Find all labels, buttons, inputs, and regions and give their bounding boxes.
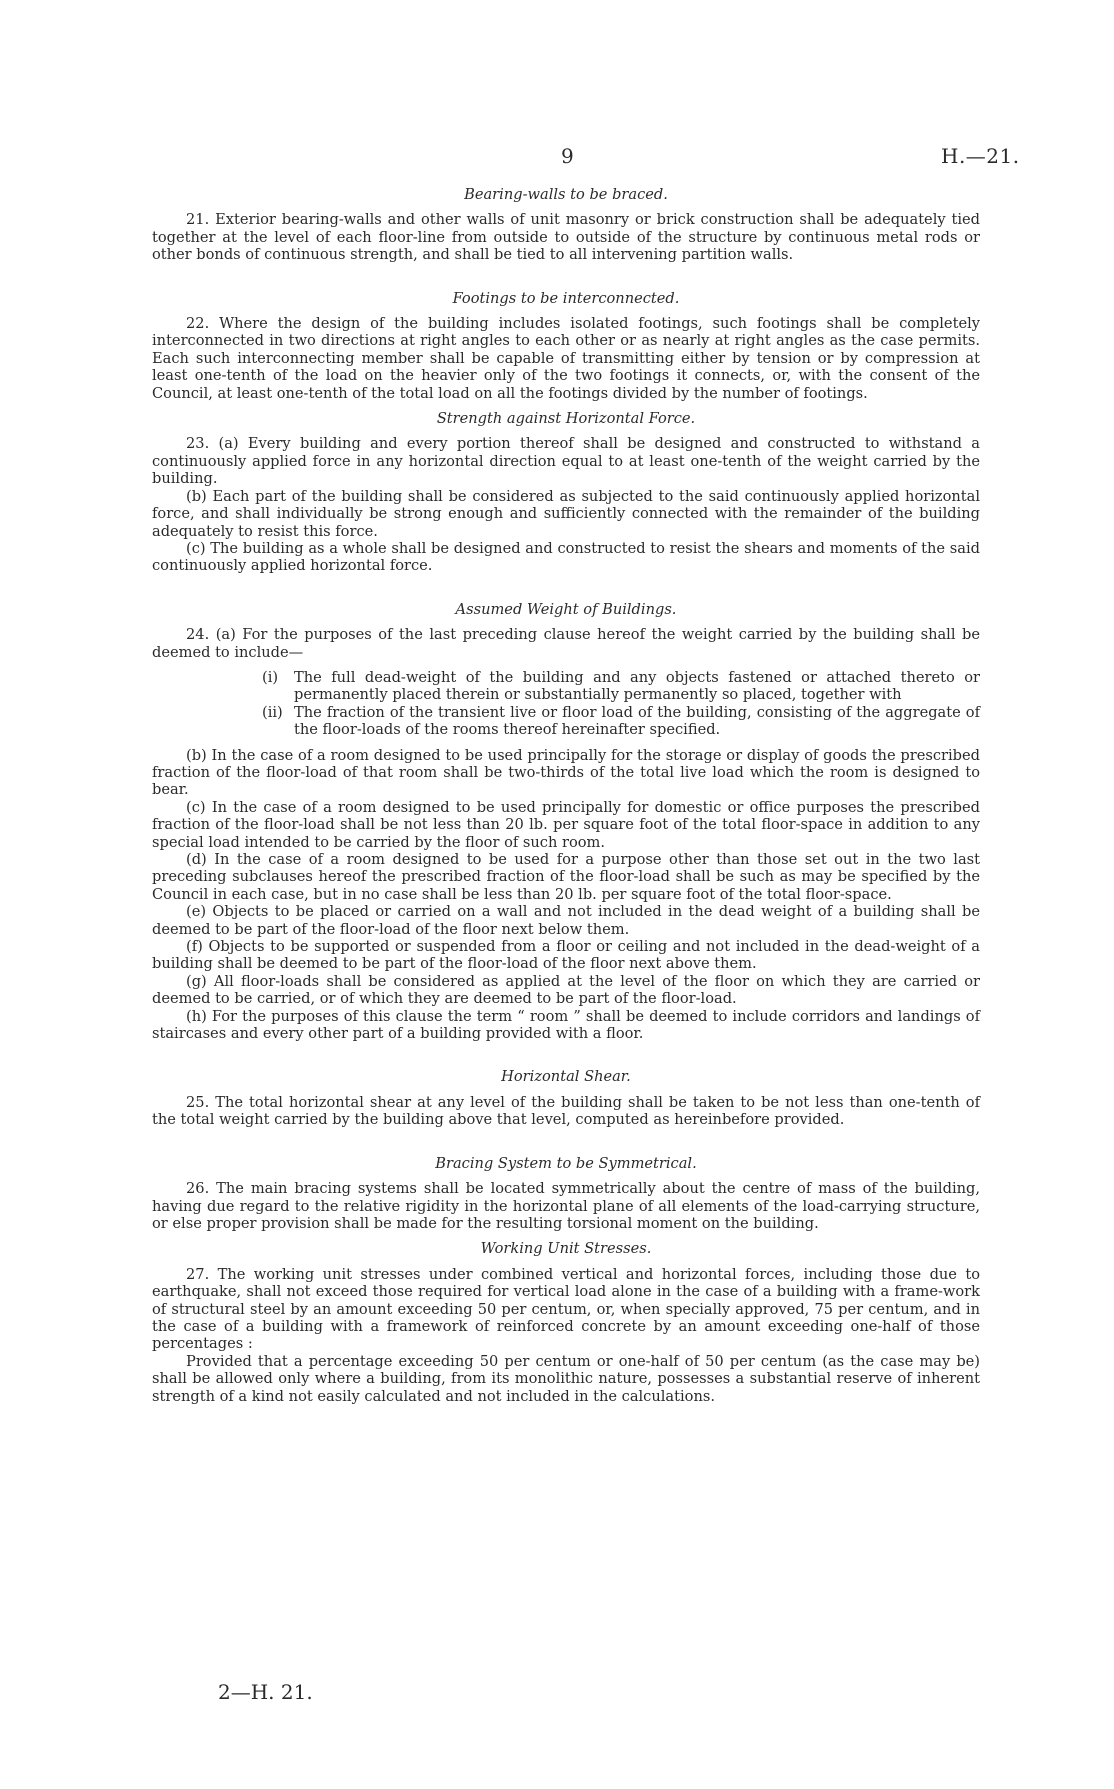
proviso-paragraph: Provided that a percentage exceeding 50 per centum or one-half of 50 per centum (as the case may be) shall be allowed only where a building, from its monolithic nature, possesses a substantial reserve of inherent strength of a kind not easily calculated and not included in the calculations.	[152, 1352, 980, 1405]
section-heading: Footings to be interconnected.	[452, 289, 680, 307]
subclause-paragraph: (f) Objects to be supported or suspended from a floor or ceiling and not included in the dead-weight of a building shall be deemed to be part of the floor-load of the floor next above them.	[152, 938, 980, 973]
list-item-text: The fraction of the transient live or floor load of the building, consisting of the aggregate of the floor-loads of the rooms thereof hereinafter specified.	[294, 703, 980, 739]
clause-paragraph: 23. (a) Every building and every portion thereof shall be designed and constructed to withstand a continuously applied force in any horizontal direction equal to at least one-tenth of the weight carried by the building.	[152, 435, 980, 488]
list-item	[262, 704, 980, 739]
subclause-paragraph: (b) Each part of the building shall be considered as subjected to the said continuously applied horizontal force, and shall individually be strong enough and sufficiently connected with the remainder of the building adequately to resist this force.	[152, 487, 980, 540]
page-number: 9	[561, 144, 574, 168]
section-heading: Horizontal Shear.	[501, 1068, 631, 1086]
list-item-number: (i)	[262, 668, 279, 686]
subclause-paragraph: (c) The building as a whole shall be designed and constructed to resist the shears and moments of the said continuously applied horizontal force.	[152, 539, 980, 575]
list-item-number: (ii)	[262, 703, 283, 721]
subclause-paragraph: (d) In the case of a room designed to be used for a purpose other than those set out in the two last preceding subclauses hereof the prescribed fraction of the floor-load shall be such as may be specified by the Council in each case, but in no case shall be less than 20 lb. per square foot of the total floor-space.	[152, 851, 980, 903]
section-heading: Working Unit Stresses.	[480, 1240, 652, 1258]
subclause-paragraph: (g) All floor-loads shall be considered as applied at the level of the floor on which they are carried or deemed to be carried, or of which they are deemed to be part of the floor-load.	[152, 972, 980, 1008]
subclause-paragraph: (c) In the case of a room designed to be used principally for domestic or office purposes the prescribed fraction of the floor-load shall be not less than 20 lb. per square foot of the total floor-space in addition to any special load intended to be carried by the floor of such room.	[152, 798, 980, 851]
list-item-text: The full dead-weight of the building and any objects fastened or attached thereto or permanently placed therein or substantially permanently so placed, together with	[294, 668, 980, 704]
document-body	[152, 186, 980, 1405]
section-heading: Strength against Horizontal Force.	[436, 410, 696, 428]
clause-paragraph: 24. (a) For the purposes of the last preceding clause hereof the weight carried by the building shall be deemed to include—	[152, 626, 980, 661]
clause-paragraph: 21. Exterior bearing-walls and other walls of unit masonry or brick construction shall be adequately tied together at the level of each floor-line from outside to outside of the structure by continuous metal rods or other bonds of continuous strength, and shall be tied to all intervening partition walls.	[152, 211, 980, 264]
section-heading: Assumed Weight of Buildings.	[455, 600, 677, 618]
subclause-paragraph: (b) In the case of a room designed to be used principally for the storage or display of goods the prescribed fraction of the floor-load of that room shall be two-thirds of the total live load which the room is designed to bear.	[152, 746, 980, 799]
clause-paragraph: 25. The total horizontal shear at any level of the building shall be taken to be not less than one-tenth of the total weight carried by the building above that level, computed as hereinbefore provided.	[152, 1093, 980, 1129]
section-heading: Bearing-walls to be braced.	[464, 186, 668, 203]
list-item	[262, 669, 980, 704]
section-heading: Bracing System to be Symmetrical.	[435, 1154, 697, 1172]
clause-paragraph: 22. Where the design of the building includes isolated footings, such footings shall be completely interconnected in two directions at right angles to each other or as nearly at right angles as the case permits. Each such interconnecting member shall be capable of transmitting either by tension or by compression at least one-tenth of the load on the heavier only of the two footings it connects, or, with the consent of the Council, at least one-tenth of the total load on all the footings divided by the number of footings.	[152, 315, 980, 402]
clause-paragraph: 26. The main bracing systems shall be located symmetrically about the centre of mass of the building, having due regard to the relative rigidity in the horizontal plane of all elements of the load-carrying structure, or else proper provision shall be made for the resulting torsional moment on the building.	[152, 1180, 980, 1232]
clause-paragraph: 27. The working unit stresses under combined vertical and horizontal forces, including those due to earthquake, shall not exceed those required for vertical load alone in the case of a building with a frame-work of structural steel by an amount exceeding 50 per centum, or, when specially approved, 75 per centum, and in the case of a building with a framework of reinforced concrete by an amount exceeding one-half of those percentages :	[152, 1265, 980, 1353]
subclause-paragraph: (h) For the purposes of this clause the term “ room ” shall be deemed to include corridors and landings of staircases and every other part of a building provided with a floor.	[152, 1007, 980, 1043]
signature-mark: 2—H. 21.	[218, 1680, 313, 1704]
document-reference: H.—21.	[941, 144, 1020, 168]
subclause-paragraph: (e) Objects to be placed or carried on a wall and not included in the dead weight of a building shall be deemed to be part of the floor-load of the floor next below them.	[152, 903, 980, 938]
